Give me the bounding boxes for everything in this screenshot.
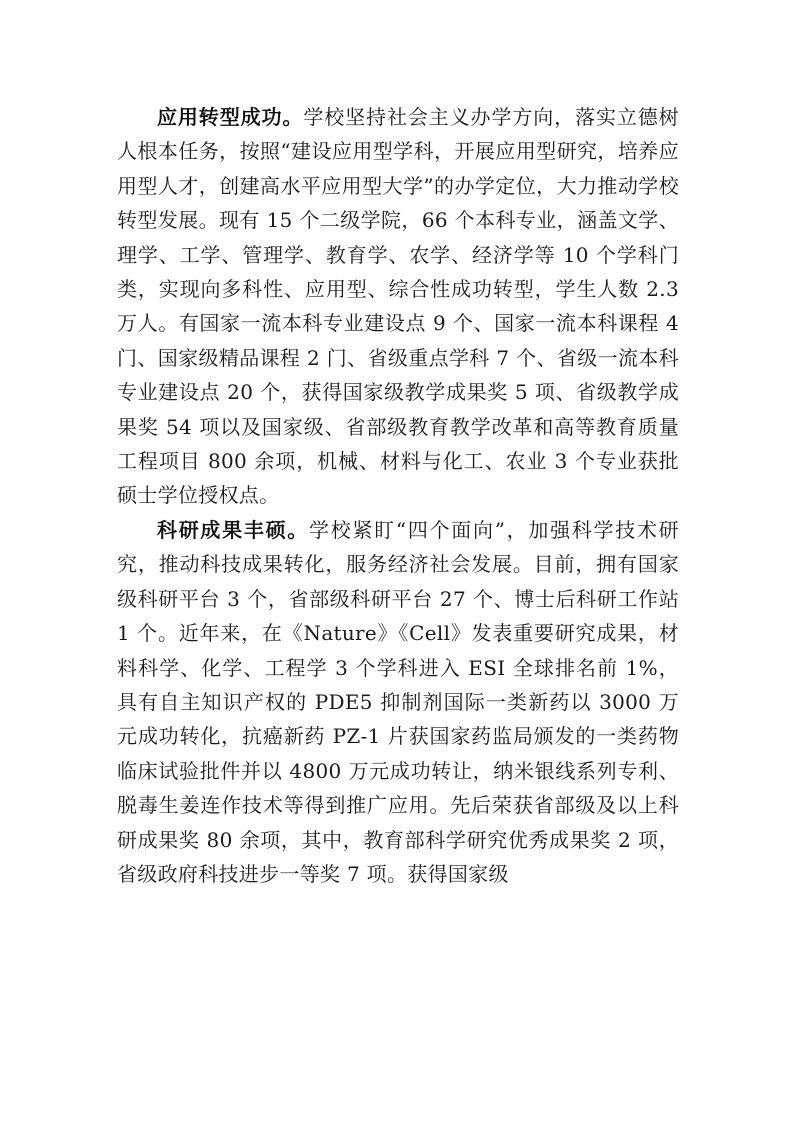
- paragraph-lead-heading: 科研成果丰硕。: [157, 517, 310, 542]
- paragraph-lead-heading: 应用转型成功。: [157, 105, 304, 129]
- paragraph-research-achievements: [117, 513, 679, 891]
- document-body: [117, 100, 679, 891]
- paragraph-application-transformation: [117, 100, 679, 513]
- paragraph-body-text: 学校紧盯“四个面向”，加强科学技术研究，推动科技成果转化，服务经济社会发展。目前，拥有国家级科研平台 3 个，省部级科研平台 27 个、博士后科研工作站 1 个。近年来，在《Nature》《Cell》发表重要研究成果，材料科学、化学、工程学 3 个学科进入 ESI 全球排名前 1%，具有自主知识产权的 PDE5 抑制剂国际一类新药以 3000 万元成功转化，抗癌新药 PZ-1 片获国家药监局颁发的一类药物临床试验批件并以 4800 万元成功转让，纳米银线系列专利、脱毒生姜连作技术等得到推广应用。先后荣获省部级及以上科研成果奖 80 余项，其中，教育部科学研究优秀成果奖 2 项，省级政府科技进步一等奖 7 项。获得国家级: [117, 517, 679, 886]
- paragraph-body-text: 学校坚持社会主义办学方向，落实立德树人根本任务，按照“建设应用型学科，开展应用型研究，培养应用型人才，创建高水平应用型大学”的办学定位，大力推动学校转型发展。现有 15 个二级学院，66 个本科专业，涵盖文学、理学、工学、管理学、教育学、农学、经济学等 10 个学科门类，实现向多科性、应用型、综合性成功转型，学生人数 2.3 万人。有国家一流本科专业建设点 9 个、国家一流本科课程 4 门、国家级精品课程 2 门、省级重点学科 7 个、省级一流本科专业建设点 20 个，获得国家级教学成果奖 5 项、省级教学成果奖 54 项以及国家级、省部级教育教学改革和高等教育质量工程项目 800 余项，机械、材料与化工、农业 3 个专业获批硕士学位授权点。: [117, 105, 679, 508]
